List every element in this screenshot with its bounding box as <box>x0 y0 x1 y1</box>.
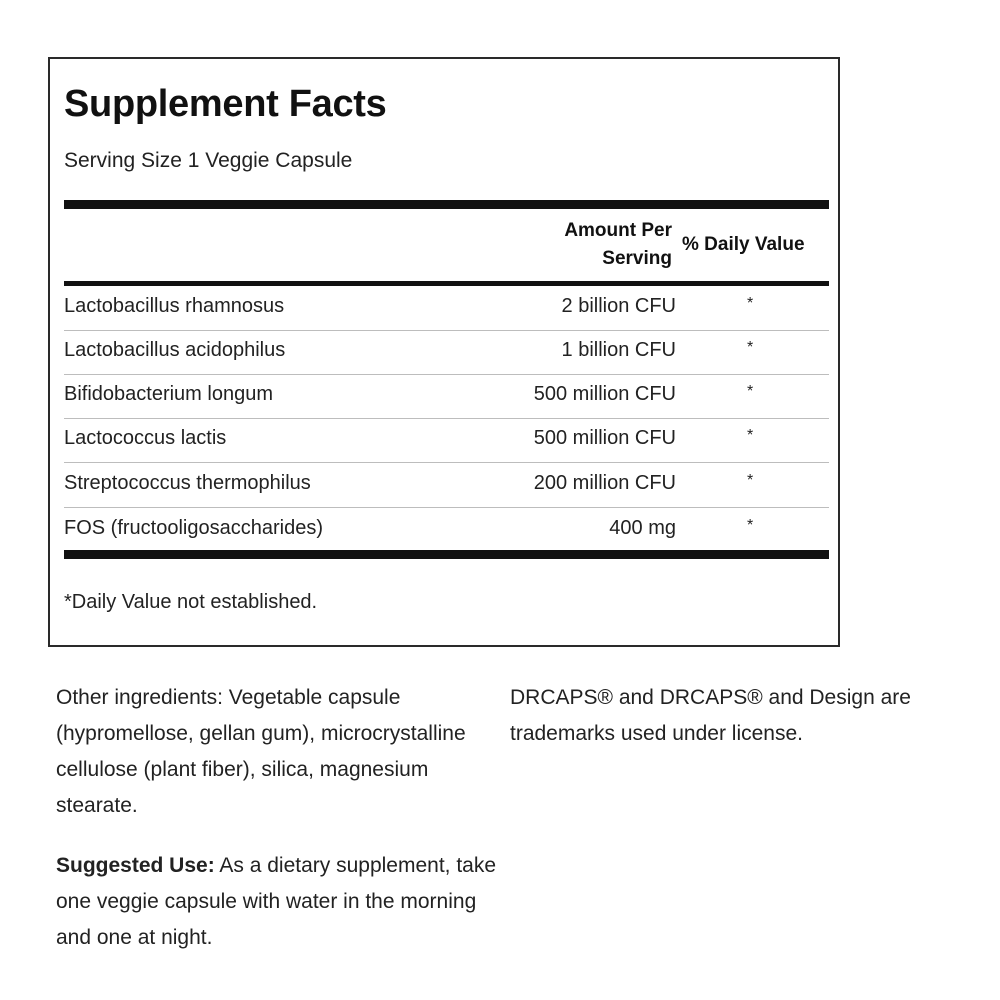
ingredient-name: Lactococcus lactis <box>64 427 227 449</box>
ingredient-name: Streptococcus thermophilus <box>64 472 311 494</box>
ingredient-name: Lactobacillus rhamnosus <box>64 295 285 317</box>
ingredient-name: FOS (fructooligosaccharides) <box>64 517 323 539</box>
table-row <box>64 331 829 375</box>
ingredient-daily-value: * <box>747 472 754 489</box>
suggested-use <box>56 848 506 956</box>
suggested-use-text: As a dietary supplement, take one veggie capsule with water in the morning and one at night. <box>56 854 497 949</box>
ingredient-daily-value: * <box>747 339 754 356</box>
divider-header <box>64 281 829 286</box>
ingredient-daily-value: * <box>747 295 754 312</box>
amount-per-serving-header <box>564 217 672 273</box>
ingredient-amount: 1 billion CFU <box>561 339 676 361</box>
facts-title: Supplement Facts <box>64 83 387 125</box>
suggested-use-label: Suggested Use: <box>56 854 215 877</box>
table-row <box>64 464 829 508</box>
ingredient-amount: 500 million CFU <box>533 427 676 449</box>
ingredient-daily-value: * <box>747 383 754 400</box>
ingredient-daily-value: * <box>747 517 754 534</box>
amount-header-line1: Amount Per <box>564 220 672 241</box>
table-row <box>64 287 829 331</box>
divider-thick-bottom <box>64 550 829 559</box>
daily-value-header: % Daily Value <box>682 234 805 255</box>
table-row <box>64 509 829 553</box>
serving-size: Serving Size 1 Veggie Capsule <box>64 149 353 172</box>
ingredient-amount: 400 mg <box>609 517 676 539</box>
ingredient-amount: 500 million CFU <box>533 383 676 405</box>
trademark-note: DRCAPS® and DRCAPS® and Design are trademarks used under license. <box>510 686 911 745</box>
ingredient-amount: 200 million CFU <box>533 472 676 494</box>
ingredient-amount: 2 billion CFU <box>561 295 676 317</box>
ingredient-name: Lactobacillus acidophilus <box>64 339 286 361</box>
other-ingredients: Other ingredients: Vegetable capsule (hypromellose, gellan gum), microcrystalline cellulose (plant fiber), silica, magnesium stearate. <box>56 686 466 817</box>
table-row <box>64 419 829 463</box>
supplement-facts-panel <box>48 57 840 647</box>
ingredient-daily-value: * <box>747 427 754 444</box>
amount-header-line2: Serving <box>602 248 672 269</box>
ingredient-name: Bifidobacterium longum <box>64 383 273 405</box>
table-row <box>64 375 829 419</box>
daily-value-footnote: *Daily Value not established. <box>64 591 318 613</box>
divider-thick-top <box>64 200 829 209</box>
